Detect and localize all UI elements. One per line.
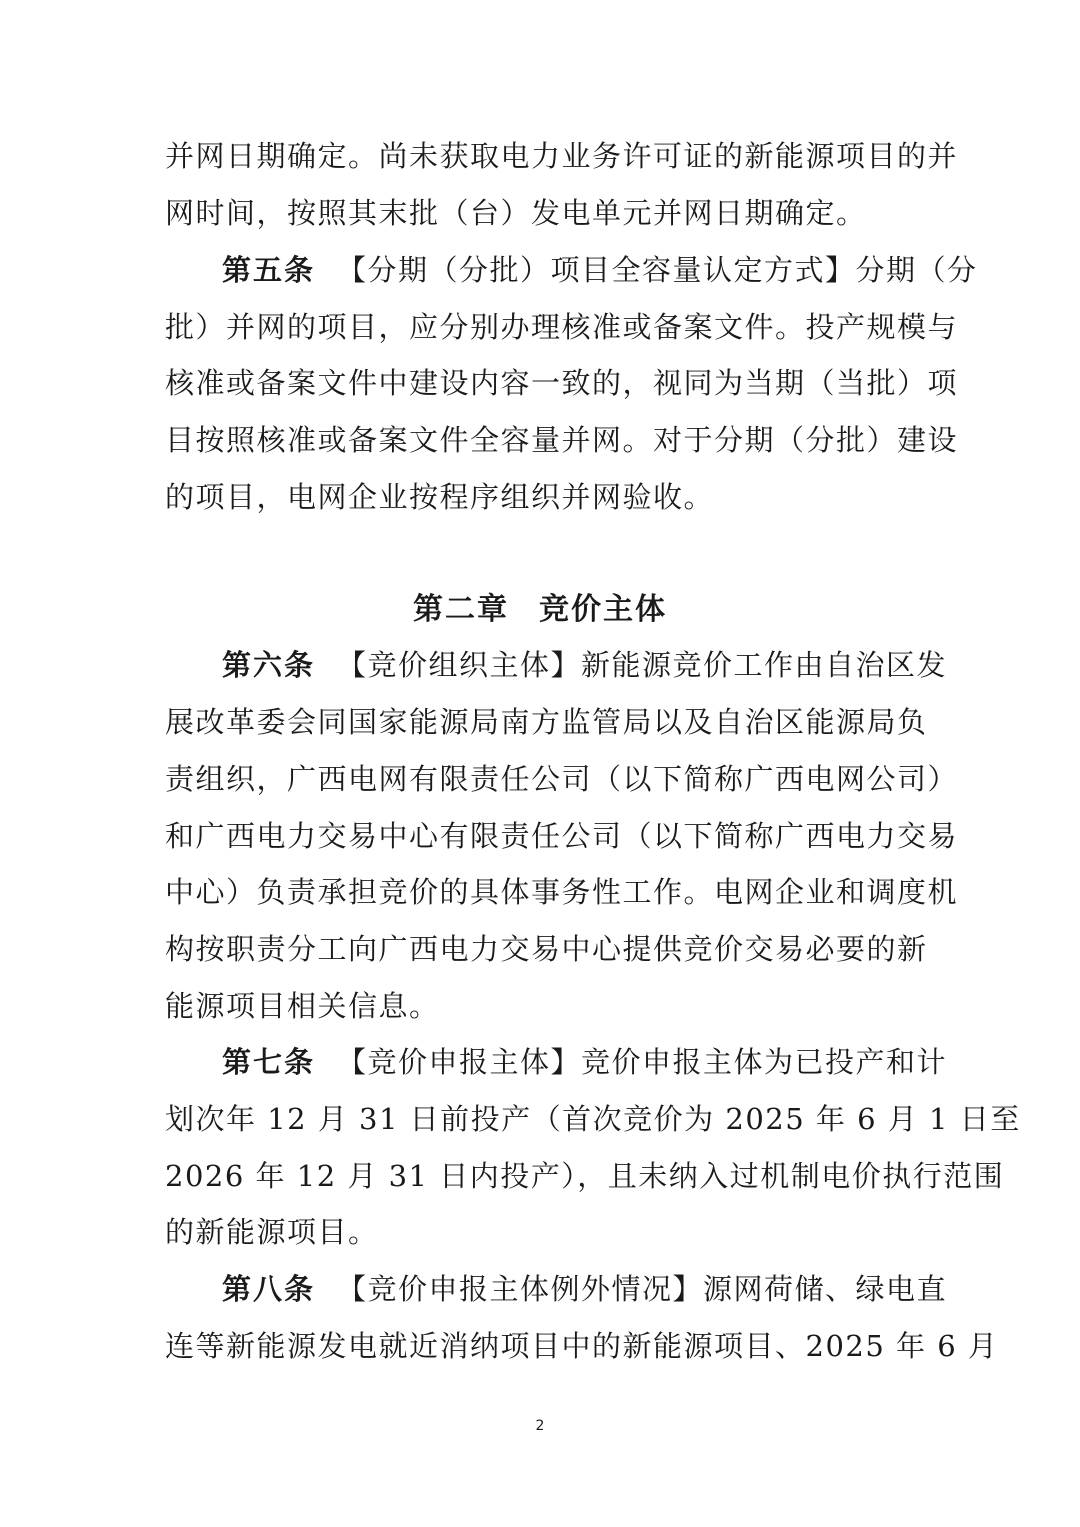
page-number: 2 <box>535 1418 545 1434</box>
paragraph-line: 和广西电力交易中心有限责任公司（以下简称广西电力交易 <box>165 819 959 853</box>
article-7-label: 第七条 <box>222 1045 316 1079</box>
paragraph-line: 连等新能源发电就近消纳项目中的新能源项目、2025 年 6 月 <box>165 1329 999 1363</box>
paragraph-line: 批）并网的项目，应分别办理核准或备案文件。投产规模与 <box>165 310 959 344</box>
article-5-heading-line <box>222 250 978 290</box>
paragraph-line: 网时间，按照其末批（台）发电单元并网日期确定。 <box>165 196 867 230</box>
article-8-label: 第八条 <box>222 1272 316 1306</box>
article-8-first-line: 【竞价申报主体例外情况】源网荷储、绿电直 <box>337 1272 948 1306</box>
article-6-label: 第六条 <box>222 648 316 682</box>
article-6-heading-line <box>222 645 948 685</box>
article-5-label: 第五条 <box>222 253 316 287</box>
paragraph-line: 目按照核准或备案文件全容量并网。对于分期（分批）建设 <box>165 423 959 457</box>
paragraph-line: 的新能源项目。 <box>165 1215 379 1249</box>
paragraph-line: 并网日期确定。尚未获取电力业务许可证的新能源项目的并 <box>165 139 959 173</box>
article-7-first-line: 【竞价申报主体】竞价申报主体为已投产和计 <box>337 1045 948 1079</box>
paragraph-line: 责组织，广西电网有限责任公司（以下简称广西电网公司） <box>165 762 959 796</box>
chapter-number: 第二章 <box>413 592 509 627</box>
paragraph-line: 能源项目相关信息。 <box>165 989 440 1023</box>
article-8-heading-line <box>222 1269 948 1309</box>
paragraph-line: 展改革委会同国家能源局南方监管局以及自治区能源局负 <box>165 705 928 739</box>
article-6-first-line: 【竞价组织主体】新能源竞价工作由自治区发 <box>337 648 948 682</box>
paragraph-line: 核准或备案文件中建设内容一致的，视同为当期（当批）项 <box>165 366 959 400</box>
paragraph-line: 的项目，电网企业按程序组织并网验收。 <box>165 480 715 514</box>
chapter-title: 竞价主体 <box>539 592 667 627</box>
chapter-heading <box>0 588 1080 632</box>
paragraph-line: 中心）负责承担竞价的具体事务性工作。电网企业和调度机 <box>165 875 959 909</box>
paragraph-line: 2026 年 12 月 31 日内投产），且未纳入过机制电价执行范围 <box>165 1159 1005 1193</box>
article-7-heading-line <box>222 1042 948 1082</box>
paragraph-line: 构按职责分工向广西电力交易中心提供竞价交易必要的新 <box>165 932 928 966</box>
paragraph-line: 划次年 12 月 31 日前投产（首次竞价为 2025 年 6 月 1 日至 <box>165 1102 1021 1136</box>
article-5-first-line: 【分期（分批）项目全容量认定方式】分期（分 <box>337 253 978 287</box>
